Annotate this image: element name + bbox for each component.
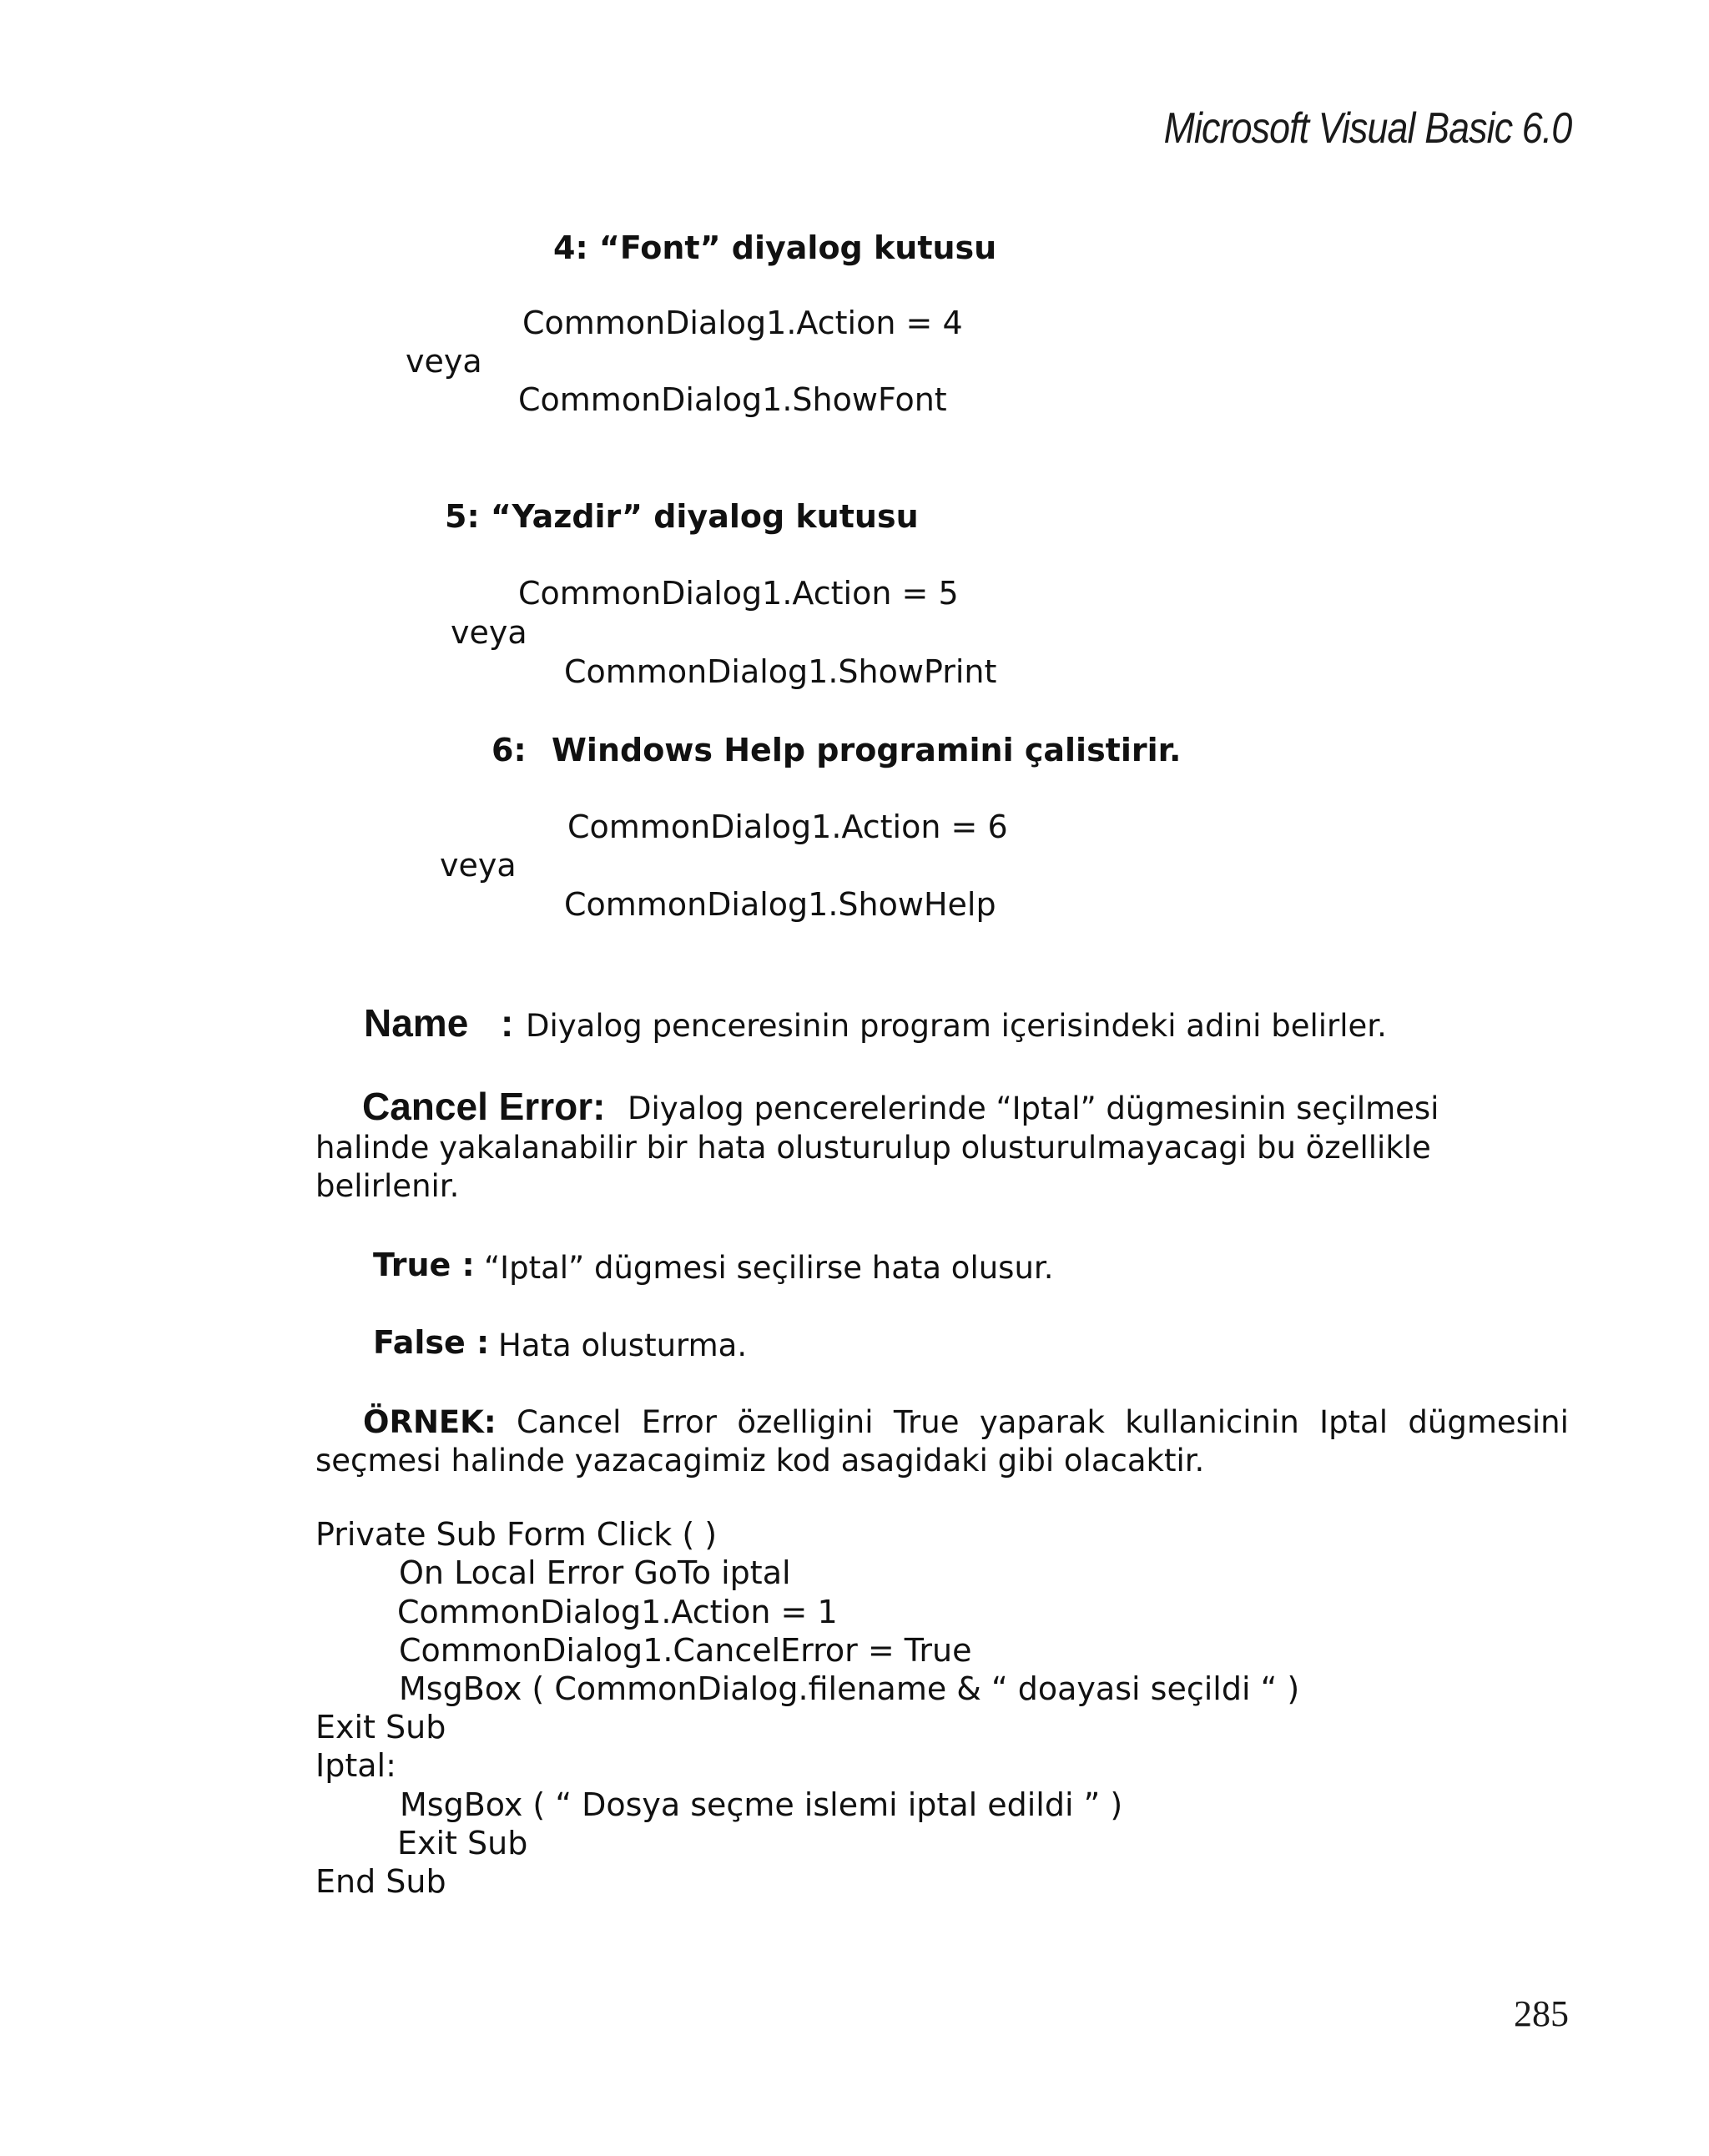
running-header-title: Microsoft Visual Basic 6.0	[1163, 104, 1571, 153]
help-or-label: veya	[440, 847, 517, 884]
print-or-label: veya	[451, 614, 527, 651]
example-line-1	[315, 1403, 1569, 1442]
cancel-error-line-1: Diyalog pencerelerinde “Iptal” dügmesinin seçilmesi	[628, 1091, 1439, 1126]
true-value-term: True :	[373, 1247, 475, 1283]
true-value-description: “Iptal” dügmesi seçilirse hata olusur.	[484, 1250, 1054, 1286]
page-number: 285	[1514, 1993, 1569, 2034]
font-code-action: CommonDialog1.Action = 4	[522, 305, 963, 341]
code-line: Exit Sub	[397, 1825, 528, 1861]
code-line: Exit Sub	[315, 1709, 446, 1745]
example-word: Cancel	[517, 1404, 622, 1440]
font-code-show: CommonDialog1.ShowFont	[518, 381, 947, 418]
cancel-error-term: Cancel Error:	[362, 1085, 606, 1128]
code-line: MsgBox ( CommonDialog.filename & “ doayasi seçildi “ )	[399, 1670, 1300, 1707]
code-line: Iptal:	[315, 1747, 396, 1784]
example-word: True	[893, 1404, 960, 1440]
false-value-description: Hata olusturma.	[498, 1327, 748, 1363]
example-word: Iptal	[1319, 1404, 1389, 1440]
code-line: End Sub	[315, 1863, 446, 1900]
name-property-colon: :	[501, 1001, 514, 1045]
code-line: CommonDialog1.Action = 1	[397, 1594, 838, 1630]
example-word: Error	[641, 1404, 717, 1440]
help-number: 6:	[492, 732, 527, 768]
name-property-term: Name	[364, 1001, 469, 1045]
help-code-action: CommonDialog1.Action = 6	[567, 808, 1008, 845]
cancel-error-line-2: halinde yakalanabilir bir hata olusturulup olusturulmayacagi bu özellikle	[315, 1130, 1431, 1166]
cancel-error-line-3: belirlenir.	[315, 1168, 460, 1204]
font-dialog-heading: 4: “Font” diyalog kutusu	[553, 229, 997, 266]
code-line: On Local Error GoTo iptal	[399, 1554, 791, 1591]
print-code-action: CommonDialog1.Action = 5	[518, 575, 959, 612]
code-line: CommonDialog1.CancelError = True	[399, 1632, 972, 1669]
name-property-description: Diyalog penceresinin program içerisindeki adini belirler.	[526, 1008, 1387, 1044]
example-line-2: seçmesi halinde yazacagimiz kod asagidaki gibi olacaktir.	[315, 1443, 1205, 1478]
false-value-term: False :	[373, 1324, 490, 1361]
print-code-show: CommonDialog1.ShowPrint	[564, 653, 997, 690]
example-word: dügmesini	[1408, 1404, 1569, 1440]
help-heading: Windows Help programini çalistirir.	[552, 732, 1182, 768]
example-word: kullanicinin	[1125, 1404, 1299, 1440]
example-word: özelligini	[737, 1404, 874, 1440]
font-or-label: veya	[406, 343, 482, 380]
print-dialog-heading: 5: “Yazdir” diyalog kutusu	[445, 498, 919, 535]
code-line: Private Sub Form Click ( )	[315, 1516, 718, 1553]
help-code-show: CommonDialog1.ShowHelp	[564, 886, 996, 923]
example-word: yaparak	[979, 1404, 1105, 1440]
example-label: ÖRNEK:	[363, 1404, 497, 1440]
code-line: MsgBox ( “ Dosya seçme islemi iptal edildi ” )	[400, 1786, 1123, 1823]
